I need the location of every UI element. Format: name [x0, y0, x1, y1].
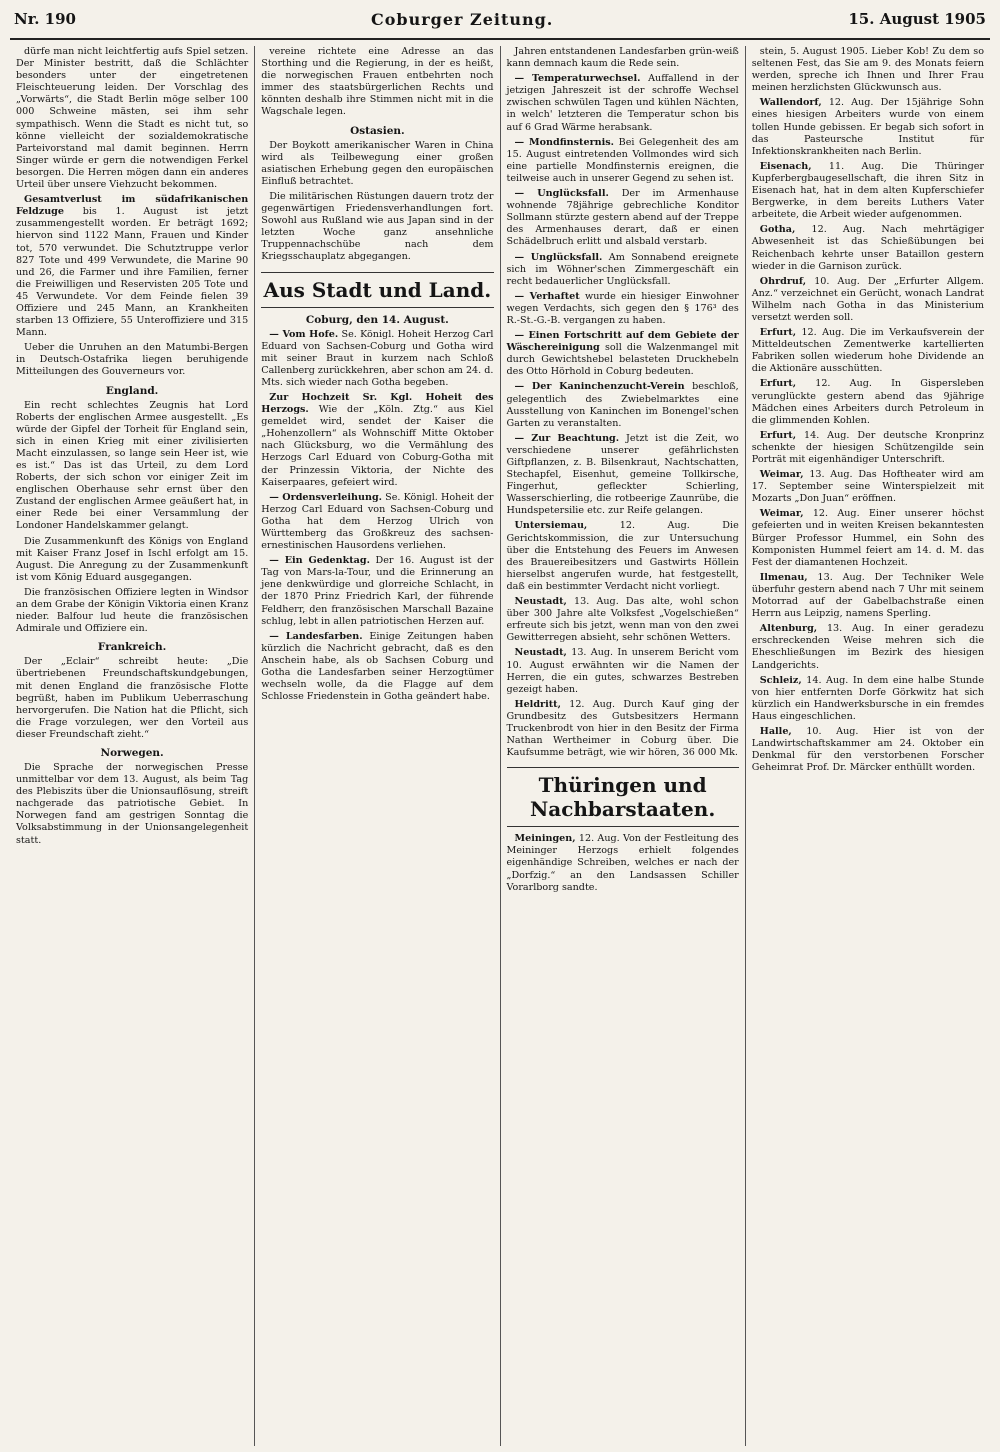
article-keyword: — Unglücksfall.: [514, 188, 609, 200]
article-keyword: Halle,: [759, 725, 792, 737]
article-keyword: — Mondfinsternis.: [514, 136, 615, 148]
column-1: [10, 46, 254, 1446]
article-text: Jahren entstandenen Landesfarben grün-weiß kann demnach kaum die Rede sein.: [506, 46, 739, 70]
article-keyword: — Vom Hofe.: [269, 328, 339, 340]
article-text: Altenburg, 13. Aug. In einer geradezu erschreckenden Weise mehren sich die Eheschließungen im Bezirk des hiesigen Landgerichts.: [751, 623, 984, 671]
article-text: Halle, 10. Aug. Hier ist von der Landwirtschaftskammer am 24. Oktober ein Denkmal für den verstorbenen Forscher Geheimrat Prof. Dr. Märcker enthüllt worden.: [751, 725, 984, 774]
article-text: — Zur Beachtung. Jetzt ist die Zeit, wo verschiedene unserer gefährlichsten Giftpflanzen, z. B. Bilsenkraut, Nachtschatten, Stechapfel, Eisenhut, gemeine Tollkirsche, Fingerhut, gefleckter Schierling, Wasserschierling, die rotbeerige Zaunrübe, die Hundspetersilie etc. zur Reife gelangen.: [506, 432, 739, 517]
article-text: dürfe man nicht leichtfertig aufs Spiel setzen. Der Minister bestritt, daß die Schlächter besonders unter der eingetretenen Fleischteuerung leiden. Der Vorschlag des „Vorwärts“, die Stadt Berlin möge selber 100 000 Schweine mästen, sei ihm sehr sympathisch. Wenn die Stadt es nicht tut, so könne vielleicht der sozialdemokratische Parteivorstand mal damit beginnen. Herrn Singer würde er gern die notwendigen Ferkel besorgen. Die Herren mögen dann ein anderes Urteil über unsere Viehzucht bekommen.: [16, 46, 249, 191]
section-heading: Ostasien.: [350, 124, 405, 137]
article-keyword: Erfurt,: [759, 429, 797, 441]
article-text: Eisenach, 11. Aug. Die Thüringer Kupferbergbaugesellschaft, die ihren Sitz in Eisenach hat, hat in dem alten Kupferschiefer Bergwerke, in dem bereits Luthers Vater arbeitete, die Arbeit wieder aufgenommen.: [751, 160, 984, 221]
article-text: stein, 5. August 1905. Lieber Kob! Zu dem so seltenen Fest, das Sie am 9. des Monats feiern werden, spreche ich Ihnen und Ihrer Frau meinen herzlichsten Glückwunsch aus.: [751, 46, 984, 94]
article-keyword: — Verhaftet: [514, 290, 580, 302]
article-text: — Ein Gedenktag. Der 16. August ist der Tag von Mars-la-Tour, und die Erinnerung an jene denkwürdige und glorreiche Schlacht, in der 1870 Prinz Friedrich Karl, der führende Feldherr, den französischen Marschall Bazaine schlug, lebt in allen patriotischen Herzen auf.: [261, 555, 494, 627]
article-keyword: Wallendorf,: [759, 97, 822, 109]
article-text: — Verhaftet wurde ein hiesiger Einwohner wegen Verdachts, sich gegen den § 176³ des R.-St.-G.-B. vergangen zu haben.: [506, 290, 739, 326]
article-keyword: Neustadt,: [514, 647, 567, 659]
article-text: Der Boykott amerikanischer Waren in China wird als Teilbewegung einer großen asiatischen Erhebung gegen den europäischen Einfluß betrachtet.: [261, 139, 494, 187]
issue-date: 15. August 1905: [848, 10, 986, 28]
column-3: [500, 46, 745, 1446]
article-text: Die Sprache der norwegischen Presse unmittelbar vor dem 13. August, als beim Tag des Plebiszits über die Unionsauflösung, streift nachgerade das patriotische Gebiet. In Norwegen fand am gestrigen Sonntag die Volksabstimmung in der Unionsangelegenheit statt.: [16, 761, 249, 846]
article-text: — Einen Fortschritt auf dem Gebiete der Wäschereinigung soll die Walzenmangel mit durch Gewichtshebel belasteten Druckhebeln des Otto Hörhold in Coburg bedeuten.: [506, 330, 739, 378]
article-text: Erfurt, 12. Aug. In Gispersleben verunglückte gestern abend das 9jährige Mädchen eines Arbeiters durch Petroleum in die glimmenden Kohlen.: [751, 378, 984, 426]
article-text: — Landesfarben. Einige Zeitungen haben kürzlich die Nachricht gebracht, daß es den Anschein habe, als ob Sachsen Coburg und Gotha die Landesfarben seiner Herzogtümer wechseln wolle, da die Flagge auf dem Schlosse Friedenstein in Gotha geändert habe.: [261, 630, 494, 703]
article-text: Weimar, 12. Aug. Einer unserer höchst gefeierten und in weiten Kreisen bekanntesten Bürger Professor Hummel, ein Sohn des Komponisten Hummel feiert am 14. d. M. das Fest der diamantenen Hochzeit.: [751, 508, 984, 568]
article-text: vereine richtete eine Adresse an das Storthing und die Regierung, in der es heißt, die norwegischen Frauen entbehrten noch immer des staatsbürgerlichen Rechts und könnten deshalb ihre Stimmen nicht mit in die Wagschale legen.: [261, 46, 494, 118]
column-4: [745, 46, 990, 1446]
article-text: Die Zusammenkunft des Königs von England mit Kaiser Franz Josef in Ischl erfolgt am 15. August. Die Anregung zu der Zusammenkunft ist vom König Eduard ausgegangen.: [16, 535, 249, 583]
masthead: [10, 0, 990, 40]
article-keyword: — Ordensverleihung.: [269, 491, 382, 503]
article-text: Erfurt, 14. Aug. Der deutsche Kronprinz schenkte der hiesigen Schützengilde sein Porträt mit eigenhändiger Unterschrift.: [751, 429, 984, 465]
article-text: Gesamtverlust im südafrikanischen Feldzuge bis 1. August ist jetzt zusammengestellt worden. Er beträgt 1692; hiervon sind 1122 Mann, Frauen und Kinder tot, 570 verwundet. Die Schutztruppe verlor 827 Tote und 499 Verwundete, die Marine 90 und 26, die Farmer und ihre Familien, ferner die Freiwilligen und Reservisten 205 Tote und 45 Verwundete. Vor dem Feinde fielen 39 Offiziere und 245 Mann, an Krankheiten starben 13 Offiziere, 55 Unteroffiziere und 315 Mann.: [16, 194, 249, 339]
issue-number: Nr. 190: [14, 10, 76, 28]
article-keyword: Untersiemau,: [514, 520, 588, 532]
article-keyword: Altenburg,: [759, 623, 818, 635]
article-text: — Mondfinsternis. Bei Gelegenheit des am 15. August eintretenden Vollmondes wird sich eine partielle Mondfinsternis ereignen, die teilweise auch in unserer Gegend zu sehen ist.: [506, 136, 739, 184]
article-keyword: Weimar,: [759, 469, 804, 481]
column-2: [254, 46, 499, 1446]
article-keyword: — Temperaturwechsel.: [514, 73, 641, 85]
article-text: — Der Kaninchenzucht-Verein beschloß, gelegentlich des Zwiebelmarktes eine Ausstellung von Kaninchen im Bonengel'schen Garten zu veranstalten.: [506, 381, 739, 429]
article-text: — Unglücksfall. Der im Armenhause wohnende 78jährige gebrechliche Konditor Sollmann stürzte gestern abend auf der Treppe des Armenhauses derart, daß er einen Schädelbruch erlitt und alsbald verstarb.: [506, 188, 739, 248]
newspaper-title: Coburger Zeitung.: [371, 9, 554, 29]
section-heading: England.: [105, 384, 159, 397]
section-title: Aus Stadt und Land.: [261, 272, 493, 308]
article-keyword: Gotha,: [759, 224, 796, 236]
article-keyword: — Ein Gedenktag.: [269, 555, 370, 567]
article-text: Ueber die Unruhen an den Matumbi-Bergen in Deutsch-Ostafrika liegen beruhigende Mitteilungen des Gouverneurs vor.: [16, 342, 249, 378]
article-text: Der „Eclair“ schreibt heute: „Die übertriebenen Freundschaftskundgebungen, mit denen England die französische Flotte begrüßt, haben im Publikum Ueberraschung hervorgerufen. Die Nation hat die Pflicht, sich die Frage vorzulegen, wer den Vorteil aus dieser Freundschaft zieht.“: [16, 656, 249, 740]
article-text: Schleiz, 14. Aug. In dem eine halbe Stunde von hier entfernten Dorfe Görkwitz hat sich kürzlich ein Handwerksbursche in ein fremdes Haus eingeschlichen.: [751, 674, 984, 722]
article-keyword: Heldritt,: [514, 698, 561, 710]
article-text: Wallendorf, 12. Aug. Der 15jährige Sohn eines hiesigen Arbeiters wurde von einem tollen Hunde gebissen. Er begab sich sofort in das Pasteursche Institut für Infektionskrankheiten nach Berlin.: [751, 97, 984, 157]
article-text: Weimar, 13. Aug. Das Hoftheater wird am 17. September seine Winterspielzeit mit Mozarts „Don Juan“ eröffnen.: [751, 469, 984, 505]
section-heading: Norwegen.: [100, 746, 164, 759]
article-text: — Unglücksfall. Am Sonnabend ereignete sich im Wöhner'schen Zimmergeschäft ein recht bedauerlicher Unglücksfall.: [506, 251, 739, 287]
columns: [10, 46, 990, 1446]
article-keyword: — Einen Fortschritt auf dem Gebiete der Wäschereinigung: [506, 330, 739, 354]
article-text: Ilmenau, 13. Aug. Der Techniker Wele überfuhr gestern abend nach 7 Uhr mit seinem Motorrad auf der Gabelbachstraße einen Herrn aus Leipzig, namens Sperling.: [751, 571, 984, 620]
article-keyword: Erfurt,: [759, 378, 797, 390]
article-keyword: — Der Kaninchenzucht-Verein: [514, 381, 685, 393]
article-text: Neustadt, 13. Aug. Das alte, wohl schon über 300 Jahre alte Volksfest „Vogelschießen“ erfreute sich bis jetzt, wenn man von den zwei Gewitterregen absieht, sehr schönen Wetters.: [506, 596, 739, 644]
article-text: Untersiemau, 12. Aug. Die Gerichtskommission, die zur Untersuchung über die Entstehung des Feuers im Anwesen des Brauereibesitzers und Gastwirts Höllein hierselbst angerufen wurde, hat festgestellt, daß ein bestimmter Verdacht nicht vorliegt.: [506, 520, 739, 592]
article-keyword: Weimar,: [759, 508, 804, 520]
article-text: — Ordensverleihung. Se. Königl. Hoheit der Herzog Carl Eduard von Sachsen-Coburg und Gotha hat dem Herzog Ulrich von Württemberg das Großkreuz des sachsen-ernestinischen Hausordens verliehen.: [261, 491, 494, 552]
article-text: Die militärischen Rüstungen dauern trotz der gegenwärtigen Friedensverhandlungen fort. Sowohl aus Rußland wie aus Japan sind in der letzten Woche ganz ansehnliche Truppennachschübe nach dem Kriegsschauplatz abgegangen.: [261, 190, 494, 263]
article-text: Die französischen Offiziere legten in Windsor an dem Grabe der Königin Viktoria einen Kranz nieder. Balfour lud heute die französischen Admirale und Offiziere ein.: [16, 586, 249, 635]
section-title: Thüringen und Nachbarstaaten.: [507, 767, 739, 827]
article-text: Erfurt, 12. Aug. Die im Verkaufsverein der Mitteldeutschen Zementwerke kartellierten Fabriken sollen wiederum hohe Dividende an die Aktionäre ausschütten.: [751, 327, 984, 375]
article-text: Neustadt, 13. Aug. In unserem Bericht vom 10. August erwähnten wir die Namen der Herren, die ein gutes, schwarzes Bestreben gezeigt haben.: [506, 647, 739, 695]
article-keyword: Meiningen,: [514, 833, 576, 845]
article-keyword: Schleiz,: [759, 674, 802, 686]
article-text: Heldritt, 12. Aug. Durch Kauf ging der Grundbesitz des Gutsbesitzers Hermann Truckenbrodt von hier in den Besitz der Firma Nathan Wertheimer in Coburg über. Die Kaufsumme beträgt, wie wir hören, 36 000 Mk.: [506, 698, 739, 759]
article-keyword: Ohrdruf,: [759, 275, 807, 287]
article-text: — Vom Hofe. Se. Königl. Hoheit Herzog Carl Eduard von Sachsen-Coburg und Gotha wird mit seiner Braut in kurzem nach Schloß Callenberg zurückkehren, aber schon am 24. d. Mts. sich wieder nach Gotha begeben.: [261, 328, 494, 388]
article-text: Gotha, 12. Aug. Nach mehrtägiger Abwesenheit ist das Schießübungen bei Reichenbach kehrte unser Bataillon gestern wieder in die Garnison zurück.: [751, 224, 984, 272]
article-keyword: — Unglücksfall.: [514, 251, 603, 263]
article-text: Zur Hochzeit Sr. Kgl. Hoheit des Herzogs. Wie der „Köln. Ztg.“ aus Kiel gemeldet wird, sendet der Kaiser die „Hohenzollern“ als Wohnschiff Mitte Oktober nach Glücksburg, wo die Vermählung des Herzogs Carl Eduard von Coburg-Gotha mit der Prinzessin Viktoria, der Nichte des Kaiserpaares, gefeiert wird.: [261, 391, 494, 488]
article-keyword: Gesamtverlust im südafrikanischen Feldzuge: [16, 194, 249, 218]
article-text: — Temperaturwechsel. Auffallend in der jetzigen Jahreszeit ist der schroffe Wechsel zwischen schwülen Tagen und kühlen Nächten, in welch' letzteren die Temperatur schon bis auf 6 Grad Wärme herabsank.: [506, 73, 739, 133]
article-keyword: Zur Hochzeit Sr. Kgl. Hoheit des Herzogs.: [261, 391, 494, 416]
article-keyword: Ilmenau,: [759, 571, 808, 583]
article-text: Ohrdruf, 10. Aug. Der „Erfurter Allgem. Anz.“ verzeichnet ein Gerücht, wonach Landrat Wilhelm nach Gotha in das Ministerium versetzt werden soll.: [751, 275, 984, 323]
dateline: Coburg, den 14. August.: [305, 313, 449, 326]
article-keyword: — Landesfarben.: [269, 630, 363, 642]
article-text: Meiningen, 12. Aug. Von der Festleitung des Meininger Herzogs erhielt folgendes eigenhändige Schreiben, welches er nach der „Dorfzig.“ an den Landsassen Schiller Vorarlborg sandte.: [506, 833, 739, 893]
article-keyword: Neustadt,: [514, 596, 567, 608]
article-keyword: Erfurt,: [759, 327, 797, 339]
article-keyword: — Zur Beachtung.: [514, 432, 620, 444]
section-heading: Frankreich.: [97, 641, 167, 654]
article-text: Ein recht schlechtes Zeugnis hat Lord Roberts der englischen Armee ausgestellt. „Es würde der Gipfel der Torheit für England sein, sich in einen Krieg mit einer zivilisierten Macht einzulassen, so lange sein Heer ist, wie es ist.“ Das ist das Urteil, zu dem Lord Roberts, der sich schon vor einiger Zeit im englischen Oberhause sehr ernst über den Zustand der englischen Armee geäußert hat, in einer Rede bei einer Versammlung der Londoner Handelskammer gelangt.: [16, 399, 249, 532]
article-keyword: Eisenach,: [759, 160, 812, 172]
